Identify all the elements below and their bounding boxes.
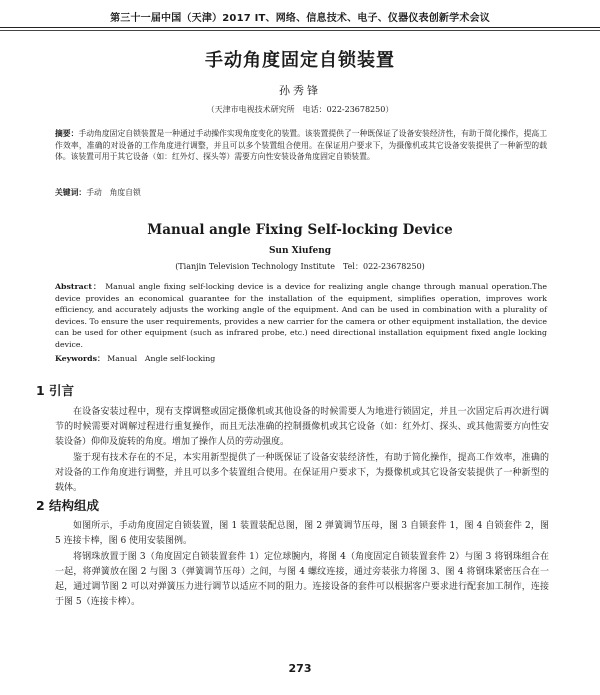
- abstract-chinese: [55, 128, 547, 163]
- header-rule-thin: [0, 30, 600, 31]
- body-paragraph: 将钢珠放置于图 3（角度固定自锁装置套件 1）定位球腕内，将图 4（角度固定自锁装置套件 2）与图 3 将钢珠组合在一起，将弹簧放在图 2 与图 3（弹簧调节压母）之间，与图 4 螺纹连接，通过旁装张力将图 3、图 4 将钢珠紧密压合在一起，通过调节图 2 可以对弹簧压力进行调节以适应不同的阻力。连接设备的套件可以根据客户要求进行配套加工制作，连接于图 5（连接卡棒）。: [55, 552, 549, 607]
- header-rule: [0, 27, 600, 28]
- author-chinese: 孙秀锋: [279, 84, 321, 97]
- page-number: 273: [288, 662, 312, 675]
- keywords-english: [55, 353, 547, 364]
- body-paragraph: 鉴于现有技术存在的不足，本实用新型提供了一种既保证了设备安装经济性，有助于简化操作，提高工作效率，准确的对设备的工作角度进行调整，并且可以多个装置组合使用。在保证用户要求下，为摄像机或其它设备安装提供了一种新型的载体。: [55, 453, 549, 493]
- author-english: Sun Xiufeng: [268, 246, 332, 256]
- keywords-chinese-label: 关键词：: [55, 188, 87, 197]
- abstract-chinese-text: 手动角度固定自锁装置是一种通过手动操作实现角度变化的装置。该装置提供了一种既保证了设备安装经济性，有助于简化操作，提高工作效率，准确的对设备的工作角度进行调整，并且可以多个装置组合使用。在保证用户要求下，为摄像机或其它设备安装提供了一种新型的载体。该装置可用于其它设备（如：红外灯、探头等）需要方向性安装设备角度固定自锁装置。: [55, 129, 548, 162]
- keywords-chinese: [55, 187, 547, 198]
- section-heading-structure: 2 结构组成: [36, 498, 100, 513]
- section-heading-introduction: 1 引言: [36, 383, 75, 398]
- keywords-english-label: Keywords：: [55, 354, 105, 363]
- abstract-english-text: Manual angle fixing self-locking device is a device for realizing angle change through manual operation.The device provides an economical guarantee for the installation of the equipment, simplifies operation, improves work efficiency, and accurately adjusts the working angle of the equipment. And can be used in combination with a plurality of devices. To ensure the user requirements, provides a new carrier for the camera or other equipment installation, the device can be used for other equipment (such as infrared probe, etc.) need directional installation equipment fixed angle locking device.: [55, 282, 547, 349]
- abstract-english-label: Abstract：: [55, 282, 102, 291]
- paper-title-chinese: 手动角度固定自锁装置: [205, 50, 395, 71]
- affiliation-chinese: （天津市电视技术研究所 电话：022-23678250）: [206, 105, 394, 114]
- body-paragraph: 在设备安装过程中，现有支撑调整或固定摄像机或其他设备的时候需要人为地进行锁固定，并且一次固定后再次进行调节的时候需要对调解过程进行重复操作，而且无法准确的控制摄像机或其它设备（如：红外灯、探头、或其他需要方向性安装设备）仰仰及旋转的角度。增加了操作人员的劳动强度。: [55, 407, 549, 447]
- paper-title-english: Manual angle Fixing Self-locking Device: [147, 222, 453, 238]
- affiliation-english: (Tianjin Television Technology Institute Tel：022-23678250): [175, 262, 425, 271]
- body-paragraph: 如图所示，手动角度固定自锁装置，图 1 装置装配总图，图 2 弹簧调节压母，图 3 自锁套件 1，图 4 自锁套件 2，图 5 连接卡棒，图 6 使用安装图例。: [55, 521, 549, 546]
- keywords-english-text: Manual Angle self-locking: [107, 354, 216, 363]
- running-header: 第三十一届中国（天津）2017 IT、网络、信息技术、电子、仪器仪表创新学术会议: [110, 13, 490, 24]
- abstract-english: [55, 281, 547, 351]
- keywords-chinese-text: 手动 角度自锁: [86, 188, 141, 197]
- abstract-chinese-label: 摘要：: [55, 129, 79, 138]
